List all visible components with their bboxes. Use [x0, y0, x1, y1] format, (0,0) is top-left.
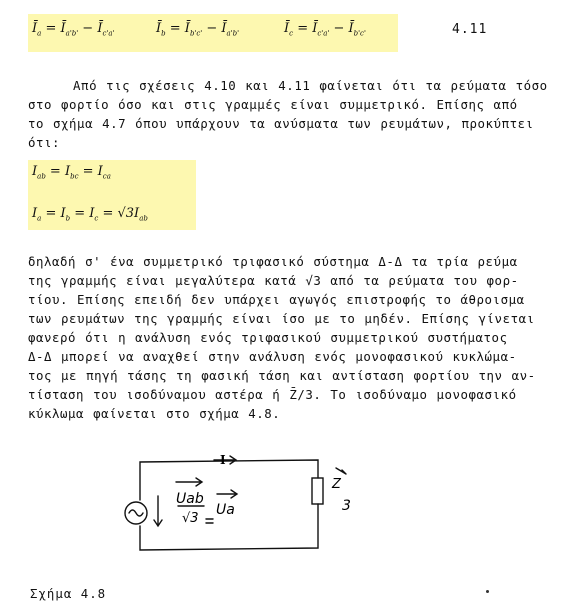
text-line: τίου. Επίσης επειδή δεν υπάρχει αγωγός επιστροφής το άθροισμα	[28, 292, 525, 307]
equation-ia: $Ī_a$ = $Ī_{a'b'}$ − $Ī_{c'a'}$	[32, 21, 115, 38]
source-label-top: Uab	[176, 491, 204, 507]
source-label-result: Ua	[216, 502, 235, 518]
text-line: των ρευμάτων της γραμμής είναι ίσο με το μηδέν. Επίσης γίνεται	[28, 311, 535, 326]
equation-phase-currents: $I_{ab} = I_{bc} = I_{ca}$	[32, 164, 111, 181]
voltage-arrow-icon	[154, 496, 162, 526]
load-label-bottom: 3	[342, 498, 351, 514]
paragraph-1	[28, 76, 560, 152]
single-phase-circuit-diagram	[118, 452, 358, 562]
equation-line-currents: $I_a = I_b = I_c = √3I_{ab}$	[32, 206, 148, 223]
text-line: το σχήμα 4.7 όπου υπάρχουν τα ανύσματα των ρευμάτων, προκύπτει	[28, 116, 534, 131]
text-line: Από τις σχέσεις 4.10 και 4.11 φαίνεται ότι τα ρεύματα τόσο	[28, 78, 548, 93]
text-line: ότι:	[28, 135, 61, 150]
figure-caption: Σχήμα 4.8	[30, 586, 107, 601]
text-line: φανερό ότι η ανάλυση ενός τριφασικού συμμετρικού συστήματος	[28, 330, 508, 345]
text-line: τος με πηγή τάσης τη φασική τάση και αντίσταση φορτίου την αν-	[28, 368, 536, 383]
scan-speck	[486, 590, 489, 593]
load-impedance-icon	[312, 478, 323, 504]
text-line: κύκλωμα φαίνεται στο σχήμα 4.8.	[28, 406, 281, 421]
text-line: δηλαδή σ' ένα συμμετρικό τριφασικό σύστημα Δ-Δ τα τρία ρεύμα	[28, 254, 518, 269]
source-label-bottom: √3	[182, 511, 199, 526]
text-line: Δ-Δ μπορεί να αναχθεί στην ανάλυση ενός μονοφασικού κυκλώμα-	[28, 349, 517, 364]
text-line: της γραμμής είναι μεγαλύτερα κατά √3 από τα ρεύματα του φορ-	[28, 273, 519, 288]
text-line: στο φορτίο όσο και στις γραμμές είναι συμμετρικό. Επίσης από	[28, 97, 518, 112]
paragraph-2	[28, 252, 560, 423]
equation-ic: $Ī_c$ = $Ī_{c'a'}$ − $Ī_{b'c'}$	[284, 21, 366, 38]
equation-number-4-11: 4.11	[452, 22, 488, 37]
current-label: I	[220, 453, 226, 467]
equation-ib: $Ī_b$ = $Ī_{b'c'}$ − $Ī_{a'b'}$	[156, 21, 240, 38]
load-label-top: Z	[332, 477, 341, 492]
text-line: τίσταση του ισοδύναμου αστέρα ή Z̄/3. Το ισοδύναμο μονοφασικό	[28, 387, 517, 402]
